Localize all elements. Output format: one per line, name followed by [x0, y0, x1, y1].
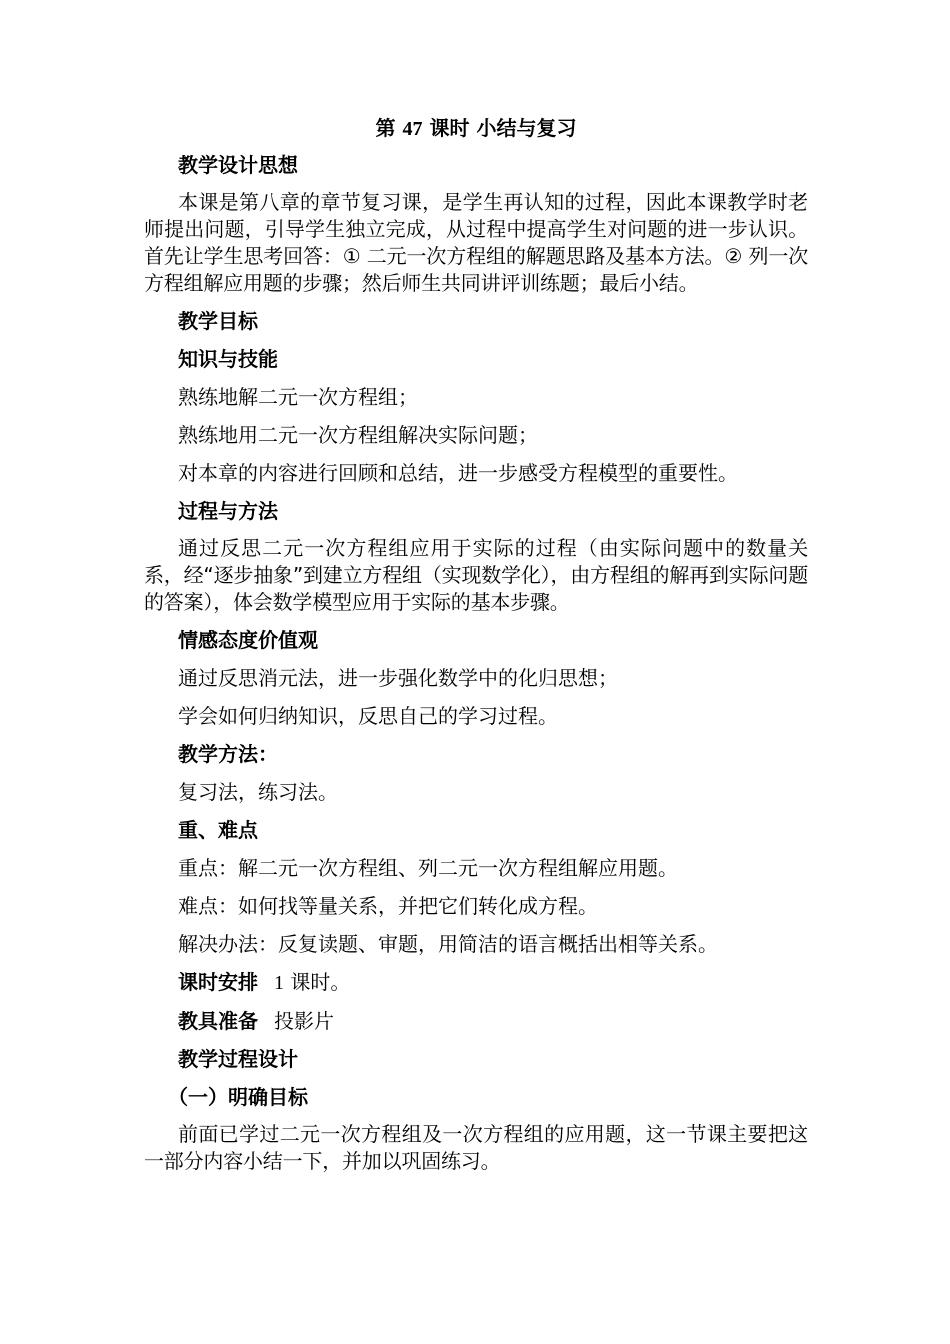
- key-point-item: 解决办法：反复读题、审题，用简洁的语言概括出相等关系。: [178, 932, 718, 956]
- methods-heading: 教学方法：: [178, 742, 278, 766]
- process-text: 通过反思二元一次方程组应用于实际的过程（由实际问题中的数量关系，经“逐步抽象”到建立方程组（实现数学化），由方程组的解再到实际问题的答案），体会数学模型应用于实际的基本步骤。: [144, 536, 808, 614]
- knowledge-item: 熟练地用二元一次方程组解决实际问题；: [178, 423, 538, 447]
- attitude-item: 学会如何归纳知识，反思自己的学习过程。: [178, 704, 558, 728]
- tools-label: 教具准备: [178, 1009, 258, 1033]
- section1-text: 前面已学过二元一次方程组及一次方程组的应用题，这一节课主要把这一部分内容小结一下，并加以巩固练习。: [144, 1122, 808, 1173]
- objectives-heading: 教学目标: [178, 309, 258, 333]
- key-points-heading: 重、难点: [178, 818, 258, 842]
- title-prefix: 第: [375, 116, 403, 140]
- design-idea-heading: 教学设计思想: [178, 153, 298, 177]
- design-idea-text: 本课是第八章的章节复习课，是学生再认知的过程，因此本课教学时老师提出问题，引导学生独立完成，从过程中提高学生对问题的进一步认识。首先让学生思考回答：① 二元一次方程组的解题思路及基本方法。② 列一次方程组解应用题的步骤；然后师生共同讲评训练题；最后小结。: [144, 190, 808, 295]
- knowledge-item: 熟练地解二元一次方程组；: [178, 385, 418, 409]
- schedule-label: 课时安排: [178, 970, 258, 994]
- knowledge-item: 对本章的内容进行回顾和总结，进一步感受方程模型的重要性。: [178, 461, 738, 485]
- attitude-heading: 情感态度价值观: [178, 628, 318, 652]
- process-design-heading: 教学过程设计: [178, 1047, 298, 1071]
- schedule-line: [144, 968, 808, 997]
- title-suffix: 课时 小结与复习: [422, 116, 577, 140]
- key-point-item: 重点：解二元一次方程组、列二元一次方程组解应用题。: [178, 856, 678, 880]
- attitude-item: 通过反思消元法，进一步强化数学中的化归思想；: [178, 666, 618, 690]
- knowledge-heading: 知识与技能: [178, 347, 278, 371]
- section1-heading: （一）明确目标: [168, 1085, 308, 1109]
- document-page: [144, 112, 808, 1185]
- key-point-item: 难点：如何找等量关系，并把它们转化成方程。: [178, 894, 598, 918]
- schedule-number: 1: [274, 972, 284, 994]
- methods-text: 复习法，练习法。: [178, 780, 338, 804]
- page-title: [144, 112, 808, 145]
- tools-value: 投影片: [274, 1009, 334, 1033]
- schedule-unit: 课时。: [284, 970, 351, 994]
- title-number: 47: [402, 118, 423, 140]
- tools-line: [144, 1007, 808, 1035]
- process-heading: 过程与方法: [178, 499, 278, 523]
